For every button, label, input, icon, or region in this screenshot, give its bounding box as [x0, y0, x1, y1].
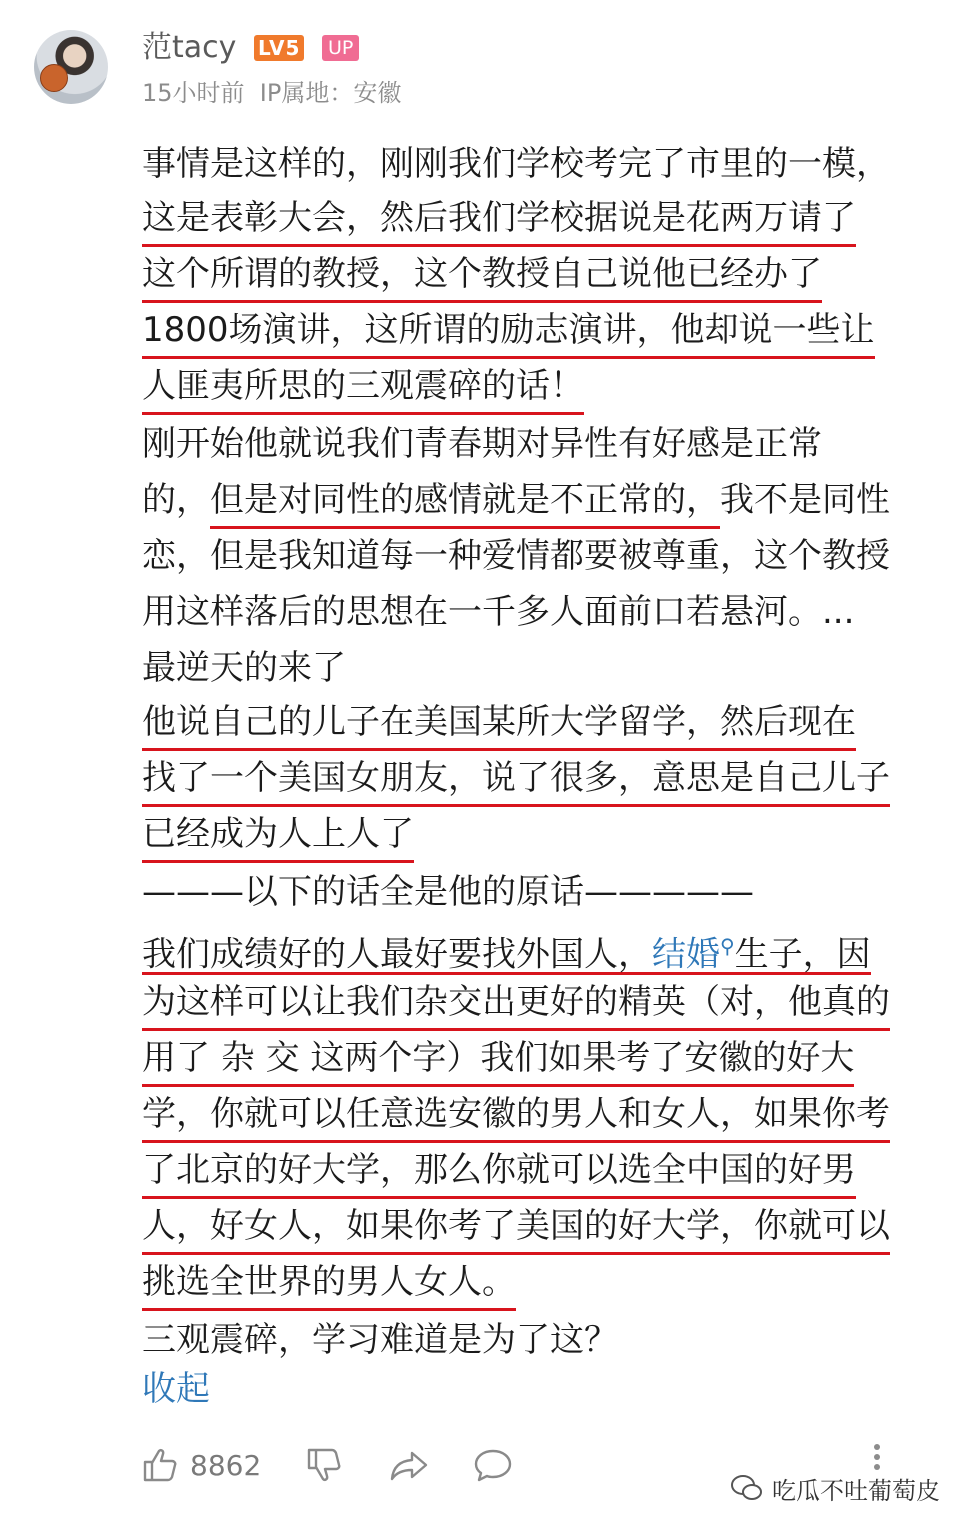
content-segment: 我不是同性 — [720, 480, 890, 520]
content-line: 恋，但是我知道每一种爱情都要被尊重，这个教授 — [142, 536, 890, 576]
up-badge: UP — [322, 35, 359, 61]
search-icon[interactable]: ⚲ — [720, 934, 735, 958]
collapse-link[interactable]: 收起 — [142, 1369, 210, 1409]
content-line: 人，好女人，如果你考了美国的好大学，你就可以 — [142, 1200, 890, 1255]
wechat-icon — [730, 1473, 764, 1503]
share-button[interactable] — [388, 1440, 430, 1490]
content-line: 用这样落后的思想在一千多人面前口若悬河。... — [142, 592, 855, 632]
username[interactable]: 范tacy — [142, 30, 237, 65]
content-line — [142, 920, 871, 975]
content-line: 最逆天的来了 — [142, 648, 346, 688]
dislike-icon — [304, 1445, 344, 1485]
content-line — [142, 472, 890, 528]
search-link-marriage[interactable]: 结婚 — [652, 934, 720, 975]
content-line: 了北京的好大学，那么你就可以选全中国的好男 — [142, 1144, 856, 1199]
like-button[interactable] — [140, 1440, 261, 1490]
content-line: 已经成为人上人了 — [142, 808, 414, 863]
like-count: 8862 — [190, 1448, 262, 1482]
content-line: 学，你就可以任意选安徽的男人和女人，如果你考 — [142, 1088, 890, 1143]
share-icon — [388, 1445, 430, 1485]
basketball-icon — [40, 64, 68, 92]
content-line: 为这样可以让我们杂交出更好的精英（对，他真的 — [142, 976, 890, 1031]
content-line: ———以下的话全是他的原话————— — [142, 872, 754, 912]
watermark-text: 吃瓜不吐葡萄皮 — [772, 1476, 940, 1505]
content-line: 刚开始他就说我们青春期对异性有好感是正常 — [142, 424, 822, 464]
comment-icon — [472, 1445, 514, 1485]
content-line: 人匪夷所思的三观震碎的话！ — [142, 360, 584, 415]
content-line: 三观震碎，学习难道是为了这？ — [142, 1320, 618, 1360]
content-line: 1800场演讲，这所谓的励志演讲，他却说一些让 — [142, 304, 875, 359]
dislike-button[interactable] — [304, 1440, 344, 1490]
content-line: 用了 杂 交 这两个字）我们如果考了安徽的好大 — [142, 1032, 854, 1087]
content-segment-underlined: 但是对同性的感情就是不正常的， — [210, 474, 720, 529]
content-line: 挑选全世界的男人女人。 — [142, 1256, 516, 1311]
post-meta: 15小时前 IP属地：安徽 — [142, 79, 402, 107]
content-line: 他说自己的儿子在美国某所大学留学，然后现在 — [142, 696, 856, 751]
content-line: 这是表彰大会，然后我们学校据说是花两万请了 — [142, 192, 856, 247]
content-segment: 的， — [142, 480, 210, 520]
level-badge: LV5 — [254, 35, 304, 61]
watermark — [730, 1468, 940, 1508]
content-segment: 生子，因 — [734, 934, 871, 975]
comment-button[interactable] — [472, 1440, 514, 1490]
content-line: 事情是这样的，刚刚我们学校考完了市里的一模， — [142, 144, 890, 184]
content-segment: 我们成绩好的人最好要找外国人， — [142, 934, 652, 975]
like-icon — [140, 1445, 180, 1485]
avatar[interactable] — [34, 30, 108, 104]
content-line: 这个所谓的教授，这个教授自己说他已经办了 — [142, 248, 822, 303]
content-line: 找了一个美国女朋友，说了很多，意思是自己儿子 — [142, 752, 890, 807]
